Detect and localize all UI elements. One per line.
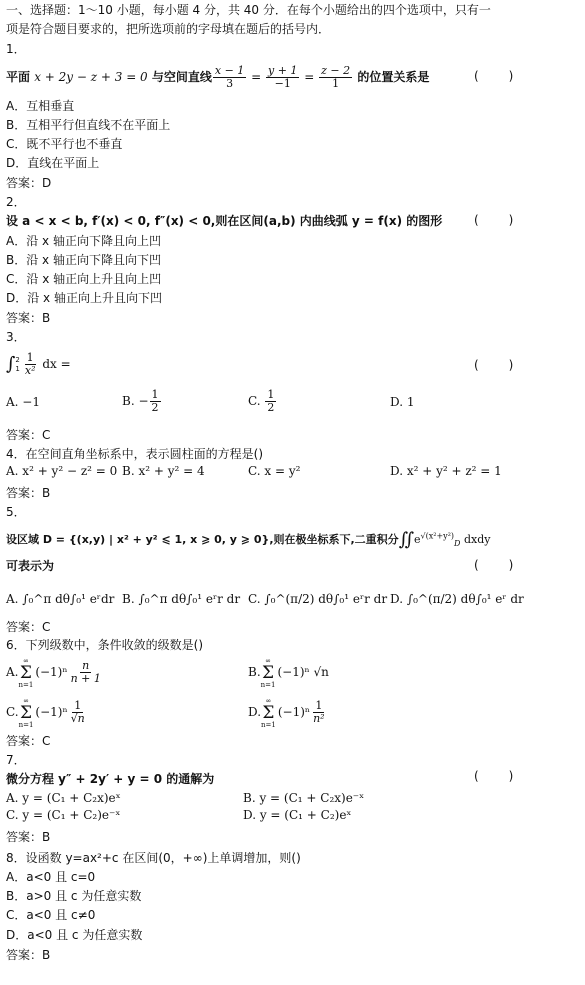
q8-number: 8．设函数 y=ax²+c 在区间(0，+∞)上单调增加，则() bbox=[6, 851, 301, 865]
q5-answer: 答案：C bbox=[6, 620, 51, 634]
q5-stem-line-2: 可表示为 bbox=[6, 559, 55, 573]
q8-option-a: A．a<0 且 c=0 bbox=[6, 870, 96, 884]
q2-option-d: D．沿 x 轴正向上升且向下凹 bbox=[6, 291, 162, 305]
q2-option-b: B．沿 x 轴正向下降且向下凹 bbox=[6, 253, 161, 267]
q4-answer: 答案：B bbox=[6, 486, 51, 500]
q7-answer: 答案：B bbox=[6, 830, 51, 844]
q7-number: 7． bbox=[6, 753, 26, 767]
q5-option-a: A. ∫₀^π dθ∫₀¹ eʳdr bbox=[6, 592, 115, 606]
q3-number: 3． bbox=[6, 330, 26, 344]
q5-answer-blank: ( ) bbox=[474, 558, 515, 572]
q3-option-d: D. 1 bbox=[390, 395, 415, 409]
double-integral-icon: ∬ bbox=[398, 529, 415, 550]
q7-option-a: A. y = (C₁ + C₂x)eˣ bbox=[6, 791, 121, 805]
q5-option-b: B. ∫₀^π dθ∫₀¹ eʳr dr bbox=[122, 592, 241, 606]
q1-option-c: C．既不平行也不垂直 bbox=[6, 137, 123, 151]
q2-option-c: C．沿 x 轴正向上升且向上凹 bbox=[6, 272, 162, 286]
q6-option-d: D. ∞ Σ n=1 (−1)ⁿ $\frac{1}{\text{n²}}$ bbox=[248, 696, 325, 729]
q6-option-b: B. ∞ Σ n=1 (−1)ⁿ √n bbox=[248, 656, 329, 689]
sum-icon: ∞ Σ n=1 bbox=[18, 656, 34, 689]
q8-option-c: C．a<0 且 c≠0 bbox=[6, 908, 96, 922]
q6-option-a: A. ∞ Σ n=1 (−1)ⁿ $\frac{n}{n + 1}$ bbox=[6, 656, 101, 689]
q1-fraction-z: $\frac{z - 2}{1}$ bbox=[321, 64, 351, 90]
q5-stem: 设区域 D = {(x,y) | x² + y² ⩽ 1, x ⩾ 0, y ⩾ 0},则在极坐标系下,二重积分$∬e^{√(x^2+y^2)}_D$ dxdy bbox=[6, 529, 491, 550]
q6-answer: 答案：C bbox=[6, 734, 51, 748]
q1-option-d: D．直线在平面上 bbox=[6, 156, 100, 170]
q4-number: 4．在空间直角坐标系中，表示圆柱面的方程是() bbox=[6, 447, 263, 461]
q5-option-d: D. ∫₀^(π/2) dθ∫₀¹ eʳ dr bbox=[390, 592, 524, 606]
instructions-line-2: 项是符合题目要求的，把所选项前的字母填在题后的括号内． bbox=[6, 22, 331, 36]
q1-fraction-y: $\frac{y + 1}{-1}$ bbox=[268, 64, 298, 90]
q6-number: 6．下列级数中，条件收敛的级数是() bbox=[6, 638, 203, 652]
q5-number: 5． bbox=[6, 505, 26, 519]
q3-option-c: C. $\frac{1}{2}$ bbox=[248, 388, 275, 414]
q2-answer-blank: ( ) bbox=[474, 213, 515, 227]
q8-option-b: B．a>0 且 c 为任意实数 bbox=[6, 889, 142, 903]
q3-answer-blank: ( ) bbox=[474, 358, 515, 372]
q4-option-a: A. x² + y² − z² = 0 bbox=[6, 464, 118, 478]
q3-option-b: B. − $\frac{1}{2}$ bbox=[122, 388, 159, 414]
q1-answer-blank: ( ) bbox=[474, 69, 515, 83]
q7-option-b: B. y = (C₁ + C₂x)e⁻ˣ bbox=[243, 791, 365, 805]
q2-option-a: A．沿 x 轴正向下降且向上凹 bbox=[6, 234, 161, 248]
q3-integral: ∫ 2 1 $\frac{1}{\text{x²}}$ dx = bbox=[6, 351, 71, 377]
q4-option-d: D. x² + y² + z² = 1 bbox=[390, 464, 502, 478]
q2-stem: 设 a < x < b, f′(x) < 0, f″(x) < 0,则在区间(a,b) 内曲线弧 y = f(x) 的图形 bbox=[6, 214, 443, 228]
q1-option-a: A．互相垂直 bbox=[6, 99, 75, 113]
sum-icon: ∞ Σ n=1 bbox=[260, 656, 276, 689]
q3-answer: 答案：C bbox=[6, 428, 51, 442]
q5-option-c: C. ∫₀^(π/2) dθ∫₀¹ eʳr dr bbox=[248, 592, 388, 606]
q8-option-d: D．a<0 且 c 为任意实数 bbox=[6, 928, 143, 942]
q1-option-b: B．互相平行但直线不在平面上 bbox=[6, 118, 171, 132]
q1-answer: 答案：D bbox=[6, 176, 52, 190]
q7-option-c: C. y = (C₁ + C₂)e⁻ˣ bbox=[6, 808, 121, 822]
q7-answer-blank: ( ) bbox=[474, 769, 515, 783]
q7-stem: 微分方程 y″ + 2y′ + y = 0 的通解为 bbox=[6, 772, 215, 786]
q3-option-a: A. −1 bbox=[6, 395, 40, 409]
q6-option-c: C. ∞ Σ n=1 (−1)ⁿ $\frac{1}{√n}$ bbox=[6, 696, 85, 729]
sum-icon: ∞ Σ n=1 bbox=[261, 696, 276, 729]
q2-number: 2． bbox=[6, 195, 26, 209]
q1-fraction-x: $\frac{x - 1}{3}$ bbox=[214, 64, 245, 90]
q1-number: 1． bbox=[6, 42, 26, 56]
integral-sign-icon: ∫ bbox=[6, 353, 16, 375]
q4-option-c: C. x = y² bbox=[248, 464, 301, 478]
instructions-line-1: 一、选择题：1～10 小题，每小题 4 分，共 40 分．在每个小题给出的四个选项中，只有一 bbox=[6, 3, 491, 17]
sum-icon: ∞ Σ n=1 bbox=[18, 696, 34, 729]
q4-option-b: B. x² + y² = 4 bbox=[122, 464, 205, 478]
q7-option-d: D. y = (C₁ + C₂)eˣ bbox=[243, 808, 352, 822]
q8-answer: 答案：B bbox=[6, 948, 51, 962]
q1-stem: 平面 x + 2y − z + 3 = 0 与空间直线 $\frac{x - 1}{3}$ = $\frac{y + 1}{-1}$ = $\frac{z - 2}{1}$ 的位置关系是 bbox=[6, 64, 430, 90]
q2-answer: 答案：B bbox=[6, 311, 51, 325]
